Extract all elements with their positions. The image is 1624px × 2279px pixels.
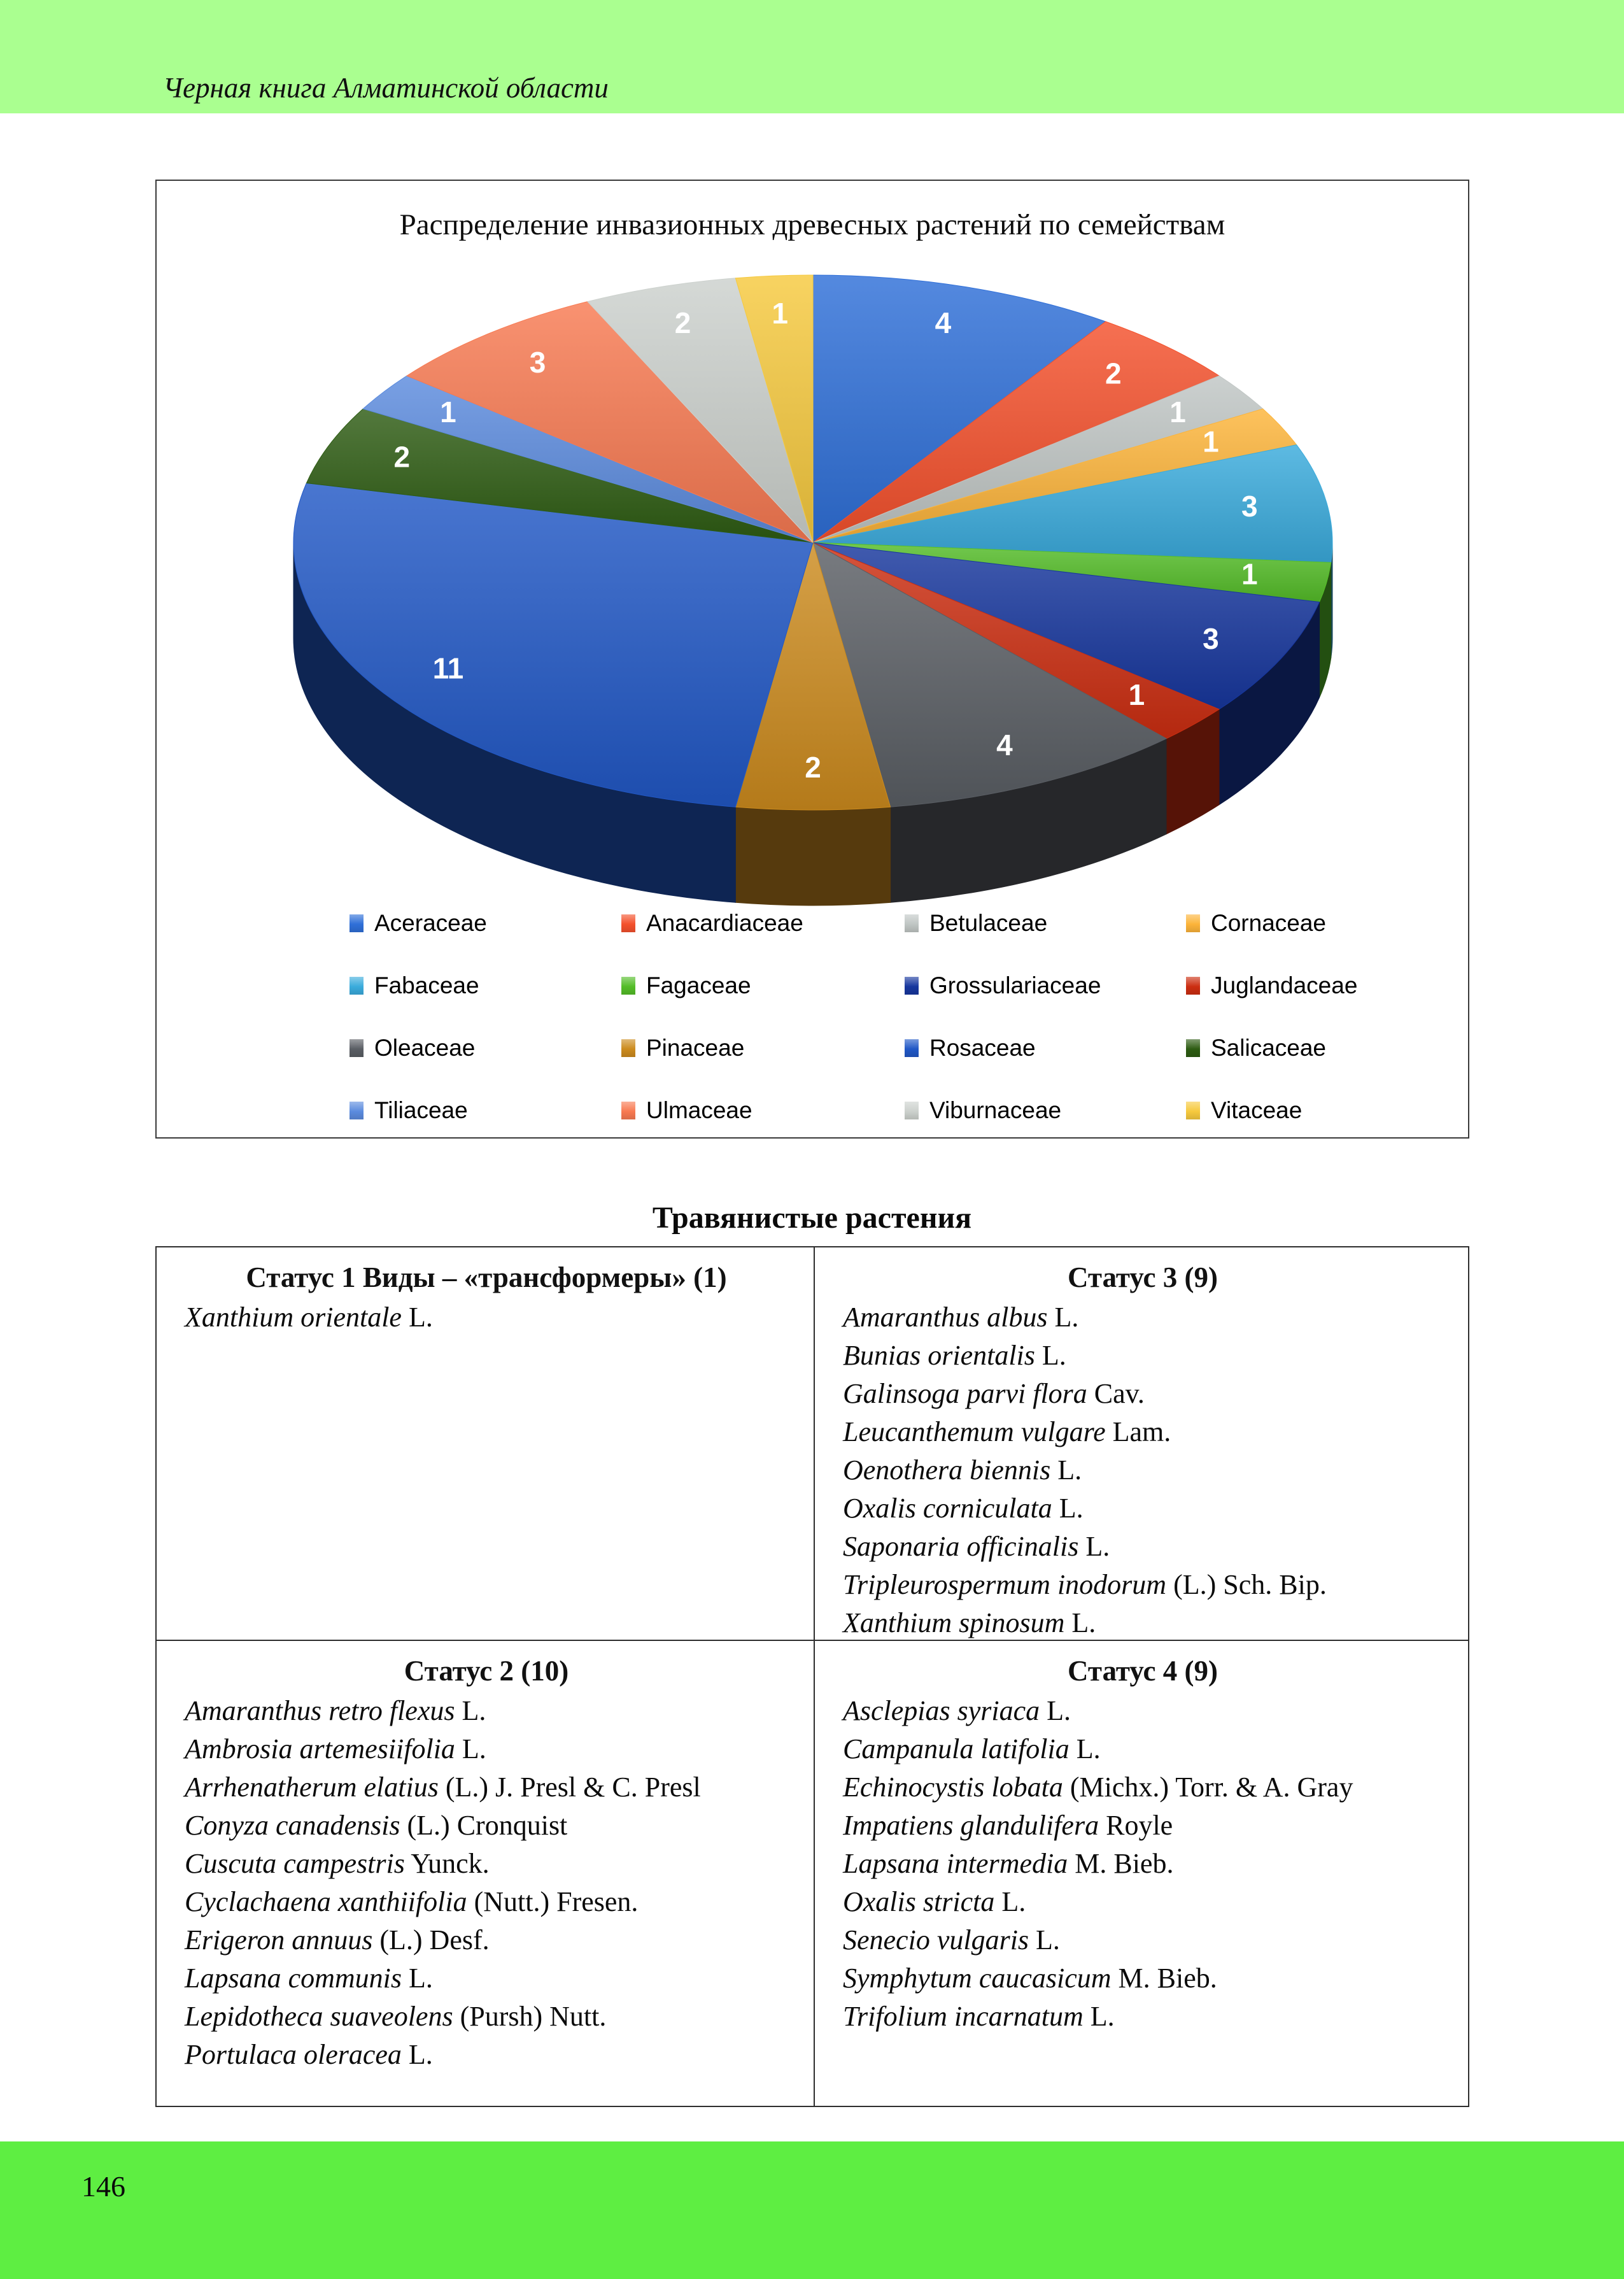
species-item: Bunias orientalis L. bbox=[843, 1340, 1066, 1371]
status-title: Статус 3 (9) bbox=[1068, 1261, 1218, 1293]
species-item: Echinocystis lobata (Michx.) Torr. & A. Gray bbox=[843, 1771, 1353, 1803]
pie-value-label: 1 bbox=[1241, 557, 1258, 591]
species-item: Lepidotheca suaveolens (Pursh) Nutt. bbox=[185, 2001, 607, 2032]
status-title: Статус 1 Виды – «трансформеры» (1) bbox=[246, 1261, 727, 1293]
species-item: Portulaca oleracea L. bbox=[185, 2039, 433, 2070]
species-item: Trifolium incarnatum L. bbox=[843, 2001, 1115, 2032]
pie-value-label: 4 bbox=[996, 728, 1013, 762]
legend-item bbox=[905, 972, 1186, 999]
legend-swatch bbox=[621, 1102, 635, 1119]
species-item: Erigeron annuus (L.) Desf. bbox=[185, 1924, 490, 1956]
species-table bbox=[155, 1246, 1469, 2107]
legend-item bbox=[1186, 1035, 1457, 1061]
species-item: Cyclachaena xanthiifolia (Nutt.) Fresen. bbox=[185, 1886, 639, 1917]
legend-swatch bbox=[621, 977, 635, 995]
species-item: Galinsoga parvi flora Cav. bbox=[843, 1378, 1145, 1409]
species-item: Tripleurospermum inodorum (L.) Sch. Bip. bbox=[843, 1569, 1327, 1600]
legend-label: Juglandaceae bbox=[1211, 972, 1358, 998]
legend-swatch bbox=[1186, 1039, 1200, 1057]
legend-label: Tiliaceae bbox=[374, 1097, 468, 1123]
status-cell-3 bbox=[815, 1247, 1468, 1641]
page-number: 146 bbox=[81, 2170, 125, 2203]
legend-swatch bbox=[1186, 977, 1200, 995]
species-item: Lapsana intermedia M. Bieb. bbox=[843, 1848, 1174, 1879]
header-band bbox=[0, 0, 1624, 113]
legend-swatch bbox=[905, 1039, 919, 1057]
legend-item bbox=[621, 1097, 905, 1124]
pie-value-label: 11 bbox=[432, 651, 464, 685]
species-item: Oxalis stricta L. bbox=[843, 1886, 1026, 1917]
legend-item bbox=[350, 1035, 621, 1061]
header-title: Черная книга Алматинской области bbox=[163, 72, 609, 104]
legend-label: Salicaceae bbox=[1211, 1035, 1327, 1061]
legend-label: Pinaceae bbox=[646, 1035, 745, 1061]
species-item: Conyza canadensis (L.) Cronquist bbox=[185, 1810, 568, 1841]
pie-value-label: 3 bbox=[1241, 489, 1258, 523]
pie-value-label: 2 bbox=[1105, 357, 1122, 390]
species-item: Ambrosia artemesiifolia L. bbox=[185, 1733, 486, 1764]
legend-swatch bbox=[1186, 914, 1200, 932]
status-cell-2 bbox=[157, 1641, 815, 2106]
legend-swatch bbox=[621, 1039, 635, 1057]
pie-value-label: 1 bbox=[772, 297, 788, 330]
legend-item bbox=[350, 1097, 621, 1124]
species-item: Xanthium spinosum L. bbox=[843, 1607, 1096, 1638]
species-item: Xanthium orientale L. bbox=[185, 1302, 433, 1333]
legend-swatch bbox=[905, 1102, 919, 1119]
legend-item bbox=[905, 910, 1186, 937]
pie-value-label: 1 bbox=[1203, 425, 1219, 458]
legend-swatch bbox=[905, 914, 919, 932]
species-item: Oenothera biennis L. bbox=[843, 1454, 1082, 1486]
legend-item bbox=[350, 910, 621, 937]
species-item: Lapsana communis L. bbox=[185, 1963, 433, 1994]
species-item: Asclepias syriaca L. bbox=[843, 1695, 1071, 1726]
chart-title: Распределение инвазионных древесных растений по семействам bbox=[399, 208, 1225, 241]
pie-value-label: 3 bbox=[1203, 622, 1219, 656]
legend-item bbox=[1186, 1097, 1457, 1124]
legend-swatch bbox=[350, 914, 364, 932]
pie-value-label: 2 bbox=[805, 751, 821, 785]
pie-value-label: 2 bbox=[393, 440, 411, 474]
legend-label: Rosaceae bbox=[929, 1035, 1036, 1061]
pie-slice-side-Pinaceae bbox=[735, 807, 890, 905]
legend-item bbox=[621, 1035, 905, 1061]
legend-item bbox=[621, 910, 905, 937]
legend-label: Fabaceae bbox=[374, 972, 479, 998]
species-item: Senecio vulgaris L. bbox=[843, 1924, 1060, 1956]
species-item: Amaranthus albus L. bbox=[843, 1302, 1079, 1333]
legend-label: Aceraceae bbox=[374, 910, 487, 936]
species-item: Saponaria officinalis L. bbox=[843, 1531, 1110, 1562]
legend-label: Vitaceae bbox=[1211, 1097, 1303, 1123]
status-title: Статус 4 (9) bbox=[1068, 1655, 1218, 1687]
species-item: Arrhenatherum elatius (L.) J. Presl & C. Presl bbox=[185, 1771, 701, 1803]
species-item: Campanula latifolia L. bbox=[843, 1733, 1101, 1764]
legend-label: Oleaceae bbox=[374, 1035, 476, 1061]
chart-panel bbox=[155, 180, 1469, 1139]
status-title: Статус 2 (10) bbox=[404, 1655, 569, 1687]
pie-value-label: 1 bbox=[1169, 395, 1186, 429]
legend-label: Grossulariaceae bbox=[929, 972, 1101, 998]
legend-item bbox=[1186, 972, 1457, 999]
legend-label: Viburnaceae bbox=[929, 1097, 1062, 1123]
legend-swatch bbox=[905, 977, 919, 995]
pie-value-label: 1 bbox=[440, 395, 456, 429]
species-item: Oxalis corniculata L. bbox=[843, 1493, 1084, 1524]
legend-item bbox=[905, 1035, 1186, 1061]
status-cell-4 bbox=[815, 1641, 1468, 2106]
legend-label: Fagaceae bbox=[646, 972, 751, 998]
legend-item bbox=[350, 972, 621, 999]
legend-label: Betulaceae bbox=[929, 910, 1048, 936]
legend-item bbox=[1186, 910, 1457, 937]
legend-swatch bbox=[350, 977, 364, 995]
legend-item bbox=[905, 1097, 1186, 1124]
pie-value-label: 1 bbox=[1128, 678, 1145, 711]
species-item: Symphytum caucasicum M. Bieb. bbox=[843, 1963, 1217, 1994]
legend-swatch bbox=[621, 914, 635, 932]
chart-legend bbox=[350, 892, 1457, 1142]
species-item: Leucanthemum vulgare Lam. bbox=[843, 1416, 1171, 1447]
legend-label: Cornaceae bbox=[1211, 910, 1327, 936]
species-item: Cuscuta campestris Yunck. bbox=[185, 1848, 490, 1879]
legend-item bbox=[621, 972, 905, 999]
species-item: Impatiens glandulifera Royle bbox=[843, 1810, 1173, 1841]
status-cell-1 bbox=[157, 1247, 815, 1641]
legend-swatch bbox=[350, 1102, 364, 1119]
section-title: Травянистые растения bbox=[652, 1201, 972, 1235]
footer-band bbox=[0, 2141, 1624, 2279]
legend-label: Ulmaceae bbox=[646, 1097, 752, 1123]
legend-swatch bbox=[1186, 1102, 1200, 1119]
species-item: Amaranthus retro flexus L. bbox=[185, 1695, 486, 1726]
pie-value-label: 2 bbox=[674, 306, 691, 340]
pie-value-label: 3 bbox=[529, 346, 546, 380]
pie-value-label: 4 bbox=[935, 306, 952, 340]
legend-swatch bbox=[350, 1039, 364, 1057]
legend-label: Anacardiaceae bbox=[646, 910, 803, 936]
